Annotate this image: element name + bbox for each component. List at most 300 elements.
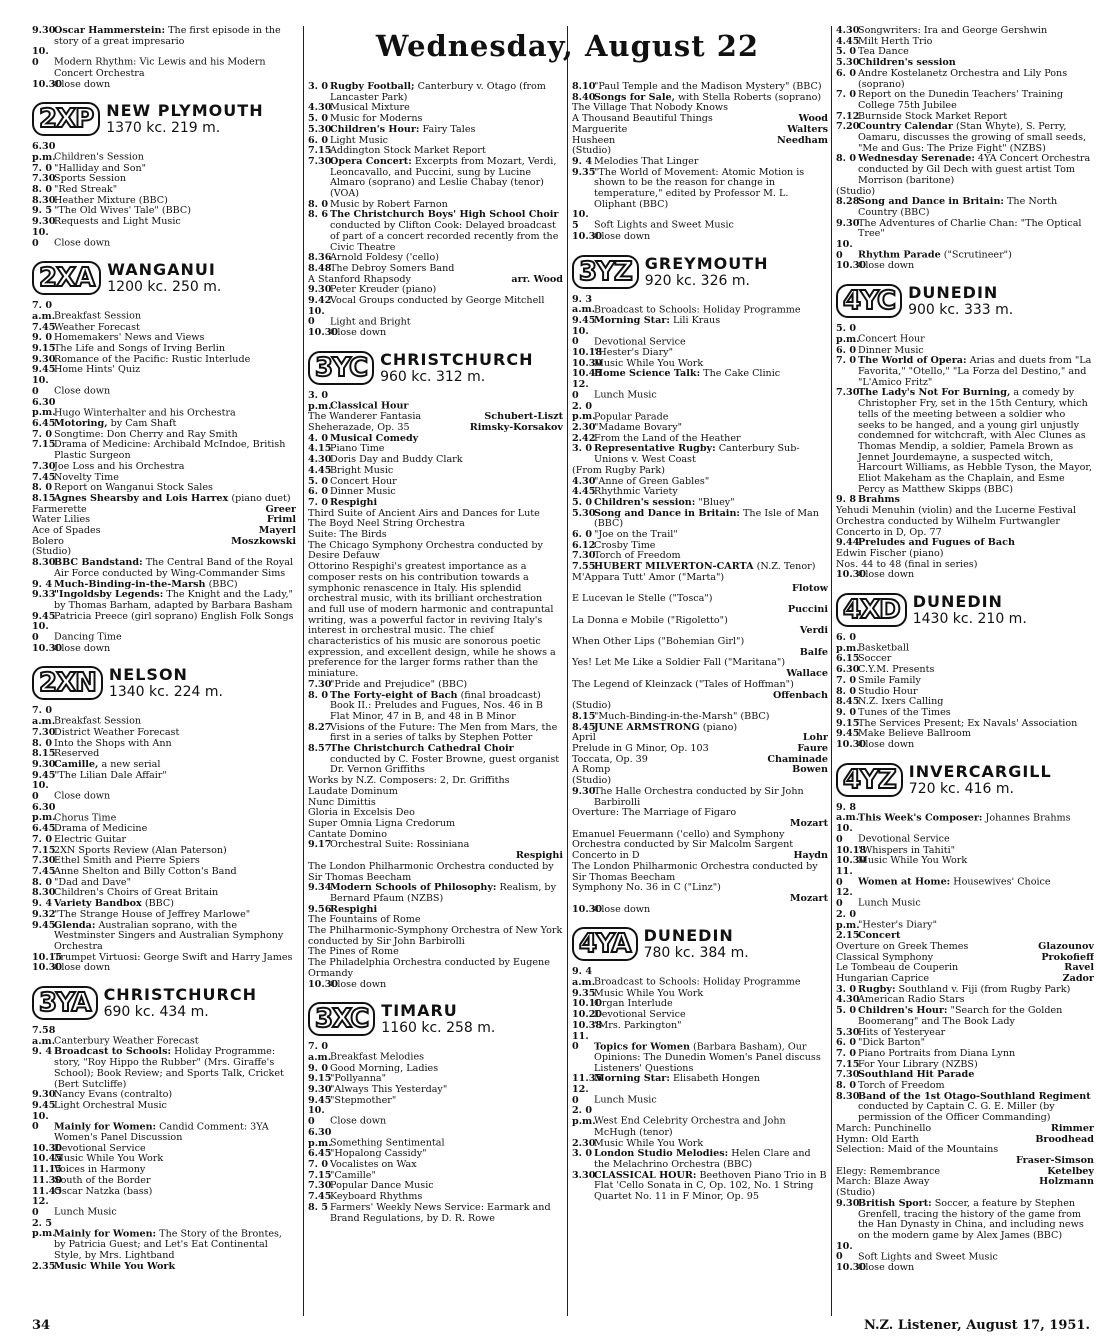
- programme-entry: [32, 228, 296, 249]
- programme-entry: [836, 69, 1094, 90]
- programme-note: (Studio): [572, 775, 612, 787]
- programme-time: 9. 4: [32, 1046, 53, 1058]
- programme-entry: [32, 622, 296, 643]
- composer: Mozart: [789, 818, 828, 829]
- programme-entry: [836, 1006, 1094, 1027]
- programme-title: Broadcast to Schools:: [54, 1046, 172, 1058]
- programme-time: 4.30: [836, 26, 860, 36]
- programme-title: The Forty-eight of Bach: [330, 689, 458, 701]
- programme-time: 5.30: [308, 123, 332, 135]
- programme-text: Music While You Work: [594, 1137, 704, 1149]
- programme-time: 9. 0: [308, 1062, 329, 1074]
- programme-entry: [32, 706, 296, 727]
- programme-time: 6. 0 p.m.: [836, 632, 860, 654]
- programme-entry: [836, 633, 1094, 654]
- programme-title: Children's Hour:: [858, 1005, 948, 1017]
- programme-text: The Story of the Brontes, by Patricia Guest; and Let's Eat Continental Style, by Mrs. Lightband: [54, 1228, 282, 1261]
- programme-time: 8. 0: [836, 1080, 857, 1092]
- programme-time: 4. 0: [308, 432, 329, 444]
- programme-text: "Joe on the Trail": [594, 529, 678, 541]
- programme-time: 6.30: [836, 664, 860, 676]
- programme-text: Arias and duets from "La Favorita," "Otello," "La Forza del Destino," and "L'Amico Fritz": [858, 355, 1092, 388]
- programme-text: (N.Z. Tenor): [756, 561, 816, 573]
- programme-time: 7. 0 a.m.: [32, 705, 56, 728]
- programme-text: "The Old Wives' Tale" (BBC): [54, 205, 191, 217]
- programme-time: 5. 0 p.m.: [836, 323, 860, 345]
- station-info: [909, 763, 1052, 797]
- programme-entry: [32, 644, 296, 655]
- programme-text: Soccer, a feature by Stephen Grenfell, tracing the history of the game from the Han Dynasty in China, and including news on the modern game by Alex James (BBC): [858, 1197, 1084, 1241]
- work-title: Farmerette: [32, 503, 87, 515]
- programme-text: "Paul Temple and the Madison Mystery" (BBC): [594, 82, 822, 92]
- programme-entry: [572, 509, 828, 530]
- programme-time: 3. 0: [308, 82, 329, 92]
- programme-time: 10. 0: [32, 226, 49, 249]
- work-title: Ace of Spades: [32, 525, 101, 537]
- programme-note: Overture: The Marriage of Figaro: [572, 807, 737, 819]
- programme-text: The Cake Clinic: [703, 368, 781, 380]
- programme-time: 7.30: [32, 726, 56, 738]
- programme-entry: [572, 1106, 828, 1138]
- programme-text: Soft Lights and Sweet Music: [594, 220, 734, 232]
- programme-text: Tunes of the Times: [858, 706, 951, 718]
- programme-text: Smile Family: [858, 674, 921, 686]
- programme-text: Concert Hour: [330, 475, 397, 487]
- programme-entry: [308, 883, 563, 904]
- programme-text: Southland v. Fiji (from Rugby Park): [898, 983, 1071, 995]
- work-title: Toccata, Op. 39: [572, 753, 648, 765]
- station-call-sign: 2XN: [32, 666, 103, 700]
- programme-text: Studio Hour: [858, 685, 918, 697]
- composer: Bowen: [792, 764, 828, 776]
- programme-time: 9.33: [32, 589, 56, 601]
- programme-time: 10.18: [836, 844, 867, 856]
- station-frequency: 720 kc. 416 m.: [908, 780, 1014, 797]
- programme-entry: [32, 1101, 296, 1112]
- programme-time: 9.15: [308, 1073, 332, 1085]
- programme-text: Light and Bright: [330, 316, 411, 328]
- programme-title: Mainly for Women:: [54, 1121, 157, 1133]
- programme-entry: [32, 301, 296, 322]
- composer: Prokofieff: [1041, 951, 1094, 963]
- programme-text: Breakfast Session: [54, 310, 142, 322]
- programme-time: 8.30: [32, 887, 56, 899]
- programme-time: 9. 4: [32, 898, 53, 910]
- programme-time: 2. 0 p.m.: [572, 400, 596, 423]
- programme-entry: [836, 324, 1094, 345]
- programme-entry: [32, 921, 296, 953]
- programme-entry: [836, 261, 1094, 272]
- programme-text: Reserved: [54, 748, 100, 760]
- work-title: A Thousand Beautiful Things: [572, 113, 713, 125]
- programme-entry: [32, 781, 296, 802]
- programme-text: Lunch Music: [858, 898, 921, 910]
- programme-text: The Isle of Man (BBC): [594, 507, 819, 530]
- station-call-sign: 2XP: [32, 102, 100, 136]
- programme-time: 9.35: [572, 987, 596, 999]
- programme-entry: [572, 232, 828, 243]
- programme-time: 7.12: [836, 110, 860, 122]
- composer: Broodhead: [1035, 1133, 1094, 1145]
- programme-entry: [572, 402, 828, 423]
- programme-time: 7.30: [32, 460, 56, 472]
- programme-title: Music While You Work: [54, 1260, 176, 1272]
- programme-text: Excerpts from Mozart, Verdi, Leoncavallo, and Puccini, sung by Lucine Almaro (soprano) and Leslie Chabay (tenor) (VOA): [330, 155, 557, 200]
- programme-entry: [308, 723, 563, 744]
- station-call-sign: 2XA: [32, 261, 101, 295]
- programme-time: 9.56: [308, 903, 332, 915]
- programme-time: 10.30: [836, 260, 867, 272]
- programme-text: Crosby Time: [594, 539, 656, 551]
- programme-text: Report on Wanganui Stock Sales: [54, 482, 213, 494]
- station-name: NEW PLYMOUTH: [106, 101, 264, 121]
- station-heading: [32, 102, 296, 136]
- composer: Zador: [1062, 973, 1094, 985]
- programme-time: 7.30: [308, 1180, 332, 1192]
- programme-time: 6. 0: [836, 344, 857, 356]
- programme-time: 9.30: [836, 1197, 860, 1209]
- programme-time: 9.30: [572, 785, 596, 797]
- work-title: A Romp: [572, 764, 611, 776]
- programme-entry: [308, 157, 563, 200]
- composer: Offenbach: [772, 689, 828, 701]
- station-heading: [308, 1002, 563, 1036]
- programme-text: Homemakers' News and Views: [54, 332, 205, 344]
- station-call-sign: 3YC: [308, 351, 374, 385]
- programme-entry: [572, 723, 828, 734]
- programme-time: 9.45: [32, 610, 56, 622]
- station-name: DUNEDIN: [912, 592, 1003, 612]
- work-title: Hymn: Old Earth: [836, 1133, 919, 1145]
- programme-entry: [32, 1187, 296, 1198]
- station-heading: [836, 763, 1094, 797]
- programme-text: Musical Mixture: [330, 102, 410, 114]
- programme-text: (final broadcast) Book II.: Preludes and Fugues, Nos. 46 in B Flat Minor, 47 in B, and 48 in B Minor: [330, 689, 543, 722]
- composer: Haydn: [793, 850, 828, 862]
- programme-title: Modern Schools of Philosophy:: [330, 882, 497, 894]
- programme-text: From the Land of the Heather: [594, 432, 741, 444]
- programme-time: 7.45: [32, 471, 56, 483]
- programme-time: 10.18: [572, 347, 603, 359]
- station-frequency: 1340 kc. 224 m.: [108, 684, 223, 701]
- programme-text: Candid Comment: 3YA Women's Panel Discussion: [54, 1121, 269, 1144]
- programme-time: 7.45: [32, 321, 56, 333]
- station-heading: [572, 927, 828, 961]
- programme-text: conducted by Clifton Cook: Delayed broadcast of part of a concert recorded recently from the Civic Theatre: [330, 220, 559, 253]
- programme-text: Helen Clare and the Melachrino Orchestra (BBC): [594, 1148, 811, 1170]
- programme-time: 9.30: [32, 353, 56, 365]
- programme-text: The Debroy Somers Band: [330, 262, 455, 274]
- programme-entry: [836, 1199, 1094, 1242]
- station-frequency: 900 kc. 333 m.: [908, 302, 1014, 319]
- programme-time: 9.45: [32, 364, 56, 376]
- programme-entry: [308, 82, 563, 103]
- programme-text: Chorus Time: [54, 812, 117, 824]
- work-title: Overture on Greek Themes: [836, 940, 969, 952]
- programme-time: 3. 0: [836, 983, 857, 995]
- programme-text: by Cam Shaft: [110, 417, 177, 429]
- programme-entry: [308, 1106, 563, 1127]
- programme-time: 9.30: [308, 1084, 332, 1096]
- programme-text: Songwriters: Ira and George Gershwin: [858, 26, 1048, 36]
- programme-note: (Studio): [572, 700, 612, 712]
- programme-text: Farmers' Weekly News Service: Earmark and Brand Regulations, by D. R. Rowe: [330, 1201, 551, 1224]
- programme-text: Oscar Natzka (bass): [54, 1185, 153, 1197]
- programme-entry: [32, 590, 296, 611]
- programme-title: Children's Hour:: [330, 123, 420, 135]
- composer: Moszkowski: [231, 535, 296, 547]
- work-title: Prelude in G Minor, Op. 103: [572, 743, 709, 755]
- programme-time: 10. 0: [308, 1105, 325, 1128]
- programme-entry: [572, 327, 828, 348]
- programme-note: Edwin Fischer (piano): [836, 547, 944, 559]
- programme-note: (From Rugby Park): [572, 464, 665, 476]
- programme-text: Peter Kreuder (piano): [330, 284, 437, 296]
- programme-time: 9.32: [32, 908, 56, 920]
- programme-entry: [32, 1262, 296, 1273]
- programme-text: Close down: [54, 237, 111, 249]
- programme-time: 8.28: [836, 196, 860, 208]
- programme-note: The Chicago Symphony Orchestra conducted by Desire Defauw: [308, 539, 543, 562]
- programme-time: 2. 5 p.m.: [32, 1217, 56, 1240]
- station-frequency: 1200 kc. 250 m.: [107, 279, 222, 296]
- programme-note: E Lucevan le Stelle ("Tosca"): [572, 593, 713, 605]
- programme-note: Nos. 44 to 48 (final in series): [836, 558, 978, 570]
- programme-text: Popular Parade: [594, 411, 669, 423]
- programme-text: Soccer: [858, 653, 892, 665]
- programme-text: Make Believe Ballroom: [858, 728, 971, 740]
- programme-entry: [32, 365, 296, 376]
- programme-time: 5. 0: [308, 475, 329, 487]
- programme-time: 10. 0: [836, 239, 853, 261]
- programme-time: 7.20: [836, 121, 860, 133]
- programme-time: 10. 0: [32, 1110, 49, 1133]
- programme-text: "Hopalong Cassidy": [330, 1148, 427, 1160]
- programme-entry: [836, 740, 1094, 751]
- programme-time: 8.36: [308, 252, 332, 264]
- programme-entry: [32, 771, 296, 782]
- programme-entry: [836, 570, 1094, 581]
- station-name: DUNEDIN: [643, 926, 734, 946]
- programme-title: Rugby Football;: [330, 82, 415, 92]
- programme-note: The Philharmonic-Symphony Orchestra of New York conducted by Sir John Barbirolli: [308, 925, 563, 947]
- programme-title: Brahms: [858, 494, 900, 506]
- programme-note: Emanuel Feuermann ('cello) and Symphony Orchestra conducted by Sir Malcolm Sargent: [572, 828, 794, 851]
- programme-time: 9.15: [836, 717, 860, 729]
- programme-time: 7.30: [308, 678, 332, 690]
- station-name: WANGANUI: [107, 260, 216, 280]
- programme-entry: [572, 444, 828, 465]
- programme-title: Rugby:: [858, 983, 896, 995]
- station-info: [381, 1002, 495, 1036]
- programme-text: Children's Session: [54, 151, 144, 163]
- programme-note: (Studio): [836, 1187, 876, 1199]
- programme-time: 10.20: [572, 1009, 603, 1021]
- station-heading: [32, 986, 296, 1020]
- station-call-sign: 3YA: [32, 986, 98, 1020]
- programme-text: "Mrs. Parkington": [594, 1019, 682, 1031]
- programme-time: 6.30 p.m.: [32, 141, 56, 163]
- programme-time: 10.30: [32, 78, 63, 90]
- programme-time: 6.15: [836, 653, 860, 665]
- programme-text: N.Z. Ixers Calling: [858, 696, 944, 708]
- programme-time: 8.27: [308, 721, 332, 733]
- programme-text: Torch of Freedom: [858, 1080, 945, 1092]
- programme-note: (Studio): [572, 145, 612, 157]
- programme-time: 9.35: [572, 166, 596, 178]
- programme-text: (BBC): [208, 578, 238, 590]
- composer: Flotow: [792, 582, 828, 594]
- programme-text: Drama of Medicine: Archibald McIndoe, British Plastic Surgeon: [54, 439, 286, 462]
- programme-text: The Halle Orchestra conducted by Sir John Barbirolli: [594, 785, 804, 808]
- programme-text: Into the Shops with Ann: [54, 737, 172, 749]
- programme-text: "Anne of Green Gables": [594, 475, 710, 487]
- programme-time: 7.30: [32, 173, 56, 185]
- programme-time: 11. 0: [572, 1030, 589, 1053]
- programme-title: BBC Bandstand:: [54, 557, 143, 569]
- programme-time: 9.45: [32, 1099, 56, 1111]
- programme-text: Close down: [594, 230, 651, 242]
- programme-entry: [308, 1042, 563, 1063]
- programme-time: 4.30: [836, 994, 860, 1006]
- programme-text: Romance of the Pacific: Rustic Interlude: [54, 353, 251, 365]
- programme-time: 9.30: [308, 284, 332, 296]
- programme-text: Soft Lights and Sweet Music: [858, 1251, 998, 1263]
- programme-title: Song and Dance in Britain:: [858, 196, 1004, 208]
- programme-text: conducted by Captain C. G. E. Miller (by permission of the Officer Commanding): [858, 1101, 1055, 1124]
- programme-time: 10. 0: [32, 375, 49, 397]
- station-info: [913, 593, 1027, 627]
- station-call-sign: 4YA: [572, 927, 638, 961]
- programme-time: 8. 0: [836, 685, 857, 697]
- station-name: CHRISTCHURCH: [380, 349, 534, 369]
- programme-entry: [32, 1197, 296, 1218]
- programme-entry: [308, 210, 563, 253]
- programme-time: 10. 5: [572, 209, 589, 232]
- programme-title: JUNE ARMSTRONG: [594, 721, 700, 733]
- programme-time: 2. 0 p.m.: [836, 908, 860, 931]
- programme-title: Mainly for Women:: [54, 1228, 157, 1240]
- programme-entry: [308, 691, 563, 723]
- programme-time: 9. 5: [32, 205, 53, 217]
- programme-entry: [836, 824, 1094, 845]
- programme-text: 4YA Concert Orchestra conducted by Gil Dech with guest artist Tom Morrison (baritone): [858, 153, 1091, 186]
- programme-text: "Always This Yesterday": [330, 1084, 448, 1096]
- programme-time: 4.15: [308, 443, 332, 455]
- work-title: Concerto in D: [572, 850, 640, 862]
- programme-time: 10.38: [572, 1019, 603, 1031]
- programme-time: 10.30: [32, 642, 63, 654]
- programme-time: 7. 0: [308, 1158, 329, 1170]
- programme-text: Modern Rhythm: Vic Lewis and his Modern Concert Orchestra: [54, 57, 266, 79]
- programme-entry: [308, 307, 563, 328]
- programme-text: Drama of Medicine: [54, 823, 148, 835]
- work-title: Bolero: [32, 535, 64, 547]
- programme-text: Close down: [858, 260, 915, 272]
- programme-time: 7.58 a.m.: [32, 1025, 56, 1047]
- programme-text: Beethoven Piano Trio in B Flat 'Cello Sonata in C, Op. 102, No. 1 String Quartet No. 11 in F Minor, Op. 95: [594, 1169, 827, 1203]
- programme-note: Works by N.Z. Composers: 2, Dr. Griffiths: [308, 775, 510, 787]
- programme-text: Close down: [858, 569, 915, 581]
- programme-time: 7.30: [836, 387, 860, 399]
- programme-title: Morning Star:: [594, 1073, 670, 1085]
- programme-text: "Bluey": [698, 496, 735, 508]
- programme-text: Johannes Brahms: [985, 812, 1071, 824]
- programme-text: (Barbara Basham), Our Opinions: The Dunedin Women's Panel discuss Listeners' Questions: [594, 1041, 821, 1074]
- programme-entry: [836, 856, 1094, 867]
- composer: Rimmer: [1050, 1122, 1094, 1134]
- programme-time: 10.30: [572, 903, 603, 915]
- programme-text: Close down: [858, 1262, 915, 1274]
- programme-entry: [836, 388, 1094, 495]
- programme-text: Music for Moderns: [330, 113, 423, 125]
- programme-text: Dancing Time: [54, 632, 122, 644]
- programme-entry: [308, 1203, 563, 1224]
- programme-text: Anne Shelton and Billy Cotton's Band: [54, 866, 237, 877]
- programme-time: 12. 0: [836, 887, 853, 910]
- composer: Ketelbey: [1047, 1165, 1094, 1177]
- programme-title: This Week's Composer:: [858, 812, 983, 824]
- programme-time: 5. 0: [308, 113, 329, 125]
- programme-time: 9.45: [32, 769, 56, 781]
- programme-text: The Adventures of Charlie Chan: "The Optical Tree": [858, 217, 1082, 240]
- programme-time: 3. 0: [572, 1148, 593, 1160]
- composer: Respighi: [515, 850, 563, 862]
- programme-time: 8.15: [32, 748, 56, 760]
- programme-text: Breakfast Session: [54, 716, 142, 728]
- programme-entry: [836, 1263, 1094, 1274]
- programme-title: The Lady's Not For Burning,: [858, 387, 1011, 399]
- programme-entry: [572, 1149, 828, 1170]
- work-title: March: Punchinello: [836, 1122, 932, 1134]
- programme-text: Basketball: [858, 642, 910, 654]
- programme-text: West End Celebrity Orchestra and John McHugh (tenor): [594, 1116, 786, 1138]
- programme-entry: [32, 1219, 296, 1262]
- programme-time: 7.15: [32, 439, 56, 451]
- programme-entry: [32, 558, 296, 579]
- programme-text: "Stepmother": [330, 1094, 397, 1106]
- programme-text: Fairy Tales: [422, 123, 476, 135]
- programme-time: 8.48: [308, 262, 332, 274]
- programme-title: Much-Binding-in-the-Marsh: [54, 578, 206, 590]
- programme-time: 10.30: [32, 962, 63, 974]
- programme-text: For Your Library (NZBS): [858, 1058, 978, 1070]
- programme-time: 6. 0: [572, 529, 593, 541]
- programme-text: "Pollyanna": [330, 1073, 387, 1085]
- programme-time: 10. 0: [836, 1240, 853, 1263]
- programme-time: 10.30: [836, 739, 867, 751]
- programme-entry: [836, 1242, 1094, 1263]
- programme-entry: [572, 787, 828, 808]
- work-title: Le Tombeau de Couperin: [836, 962, 959, 974]
- programme-text: Light Orchestral Music: [54, 1099, 167, 1111]
- programme-time: 8. 0: [308, 689, 329, 701]
- programme-entry: [572, 1171, 828, 1203]
- programme-text: Home Hints' Quiz: [54, 364, 141, 376]
- station-heading: [32, 261, 296, 295]
- programme-entry: [572, 1085, 828, 1106]
- programme-time: 7. 0: [836, 674, 857, 686]
- programme-note: When Other Lips ("Bohemian Girl"): [572, 636, 745, 648]
- station-heading: [836, 593, 1094, 627]
- composer: Verdi: [799, 625, 828, 637]
- programme-text: Music by Robert Farnon: [330, 198, 448, 210]
- programme-text: Music While You Work: [858, 855, 968, 867]
- programme-time: 5.30: [572, 507, 596, 519]
- programme-text: Devotional Service: [54, 1142, 146, 1154]
- programme-entry: [308, 1096, 563, 1107]
- work-title: April: [572, 732, 596, 744]
